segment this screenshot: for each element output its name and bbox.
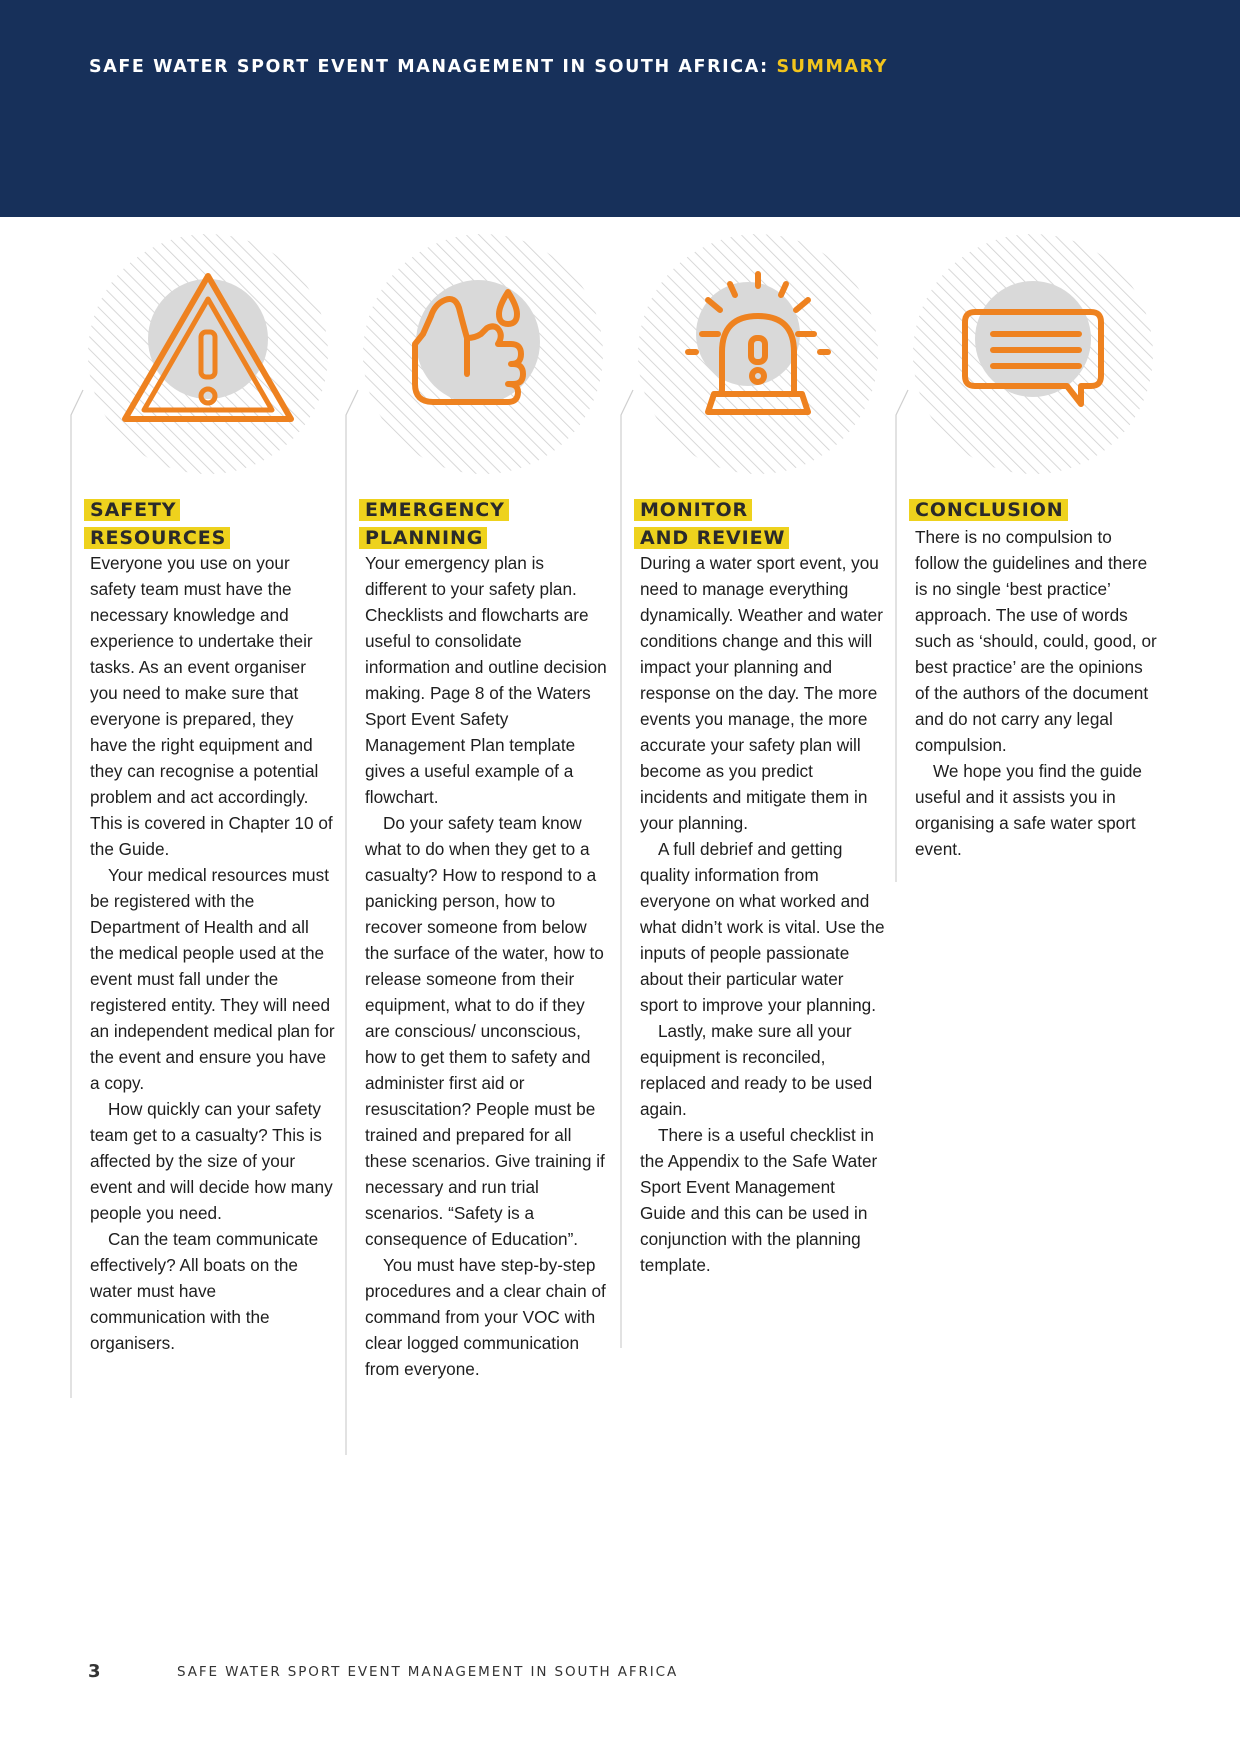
paragraph: There is a useful checklist in the Appendix to the Safe Water Sport Event Management Guide and this can be used in conjunction with the planning template. bbox=[640, 1125, 878, 1275]
icon-circle bbox=[913, 234, 1153, 474]
page-number: 3 bbox=[88, 1661, 101, 1682]
section-monitor-and-review bbox=[620, 0, 890, 1752]
section-body bbox=[915, 524, 1160, 862]
paragraph: You must have step-by-step procedures and a clear chain of command from your VOC with clear logged communication from everyone. bbox=[365, 1255, 606, 1379]
paragraph: There is no compulsion to follow the guidelines and there is no single ‘best practice’ approach. The use of words such as ‘should, could, good, or best practice’ are the opinions of the authors of the document and do not carry any legal compulsion. bbox=[915, 527, 1157, 755]
section-emergency-planning bbox=[345, 0, 615, 1752]
footer-title: SAFE WATER SPORT EVENT MANAGEMENT IN SOUTH AFRICA bbox=[177, 1664, 679, 1680]
section-heading: SAFETY RESOURCES bbox=[84, 497, 230, 553]
column-divider bbox=[895, 0, 909, 1752]
icon-circle bbox=[88, 234, 328, 474]
column-divider bbox=[620, 0, 634, 1752]
paragraph: Your emergency plan is different to your safety plan. Checklists and flowcharts are useful to consolidate information and outline decision making. Page 8 of the Waters Sport Event Safety Management Plan template gives a useful example of a flowchart. bbox=[365, 553, 607, 807]
paragraph: Your medical resources must be registered with the Department of Health and all the medical people used at the event must fall under the registered entity. They will need an independent medical plan for the event and ensure you have a copy. bbox=[90, 865, 335, 1093]
icon-circle bbox=[638, 234, 878, 474]
paragraph: We hope you find the guide useful and it assists you in organising a safe water sport event. bbox=[915, 761, 1142, 859]
section-body bbox=[365, 550, 610, 1382]
page-title: SAFE WATER SPORT EVENT MANAGEMENT IN SOUTH AFRICA: SUMMARY bbox=[89, 57, 889, 77]
paragraph: Everyone you use on your safety team must have the necessary knowledge and experience to undertake their tasks. As an event organiser you need to make sure that everyone is prepared, they have the right equipment and they can recognise a potential problem and act accordingly. This is covered in Chapter 10 of the Guide. bbox=[90, 553, 333, 859]
icon-circle bbox=[363, 234, 603, 474]
paragraph: Lastly, make sure all your equipment is reconciled, replaced and ready to be used again. bbox=[640, 1021, 873, 1119]
section-heading: CONCLUSION bbox=[909, 497, 1068, 525]
paragraph: Do your safety team know what to do when they get to a casualty? How to respond to a panicking person, how to recover someone from below the surface of the water, how to release someone from their equipment, what to do if they are conscious/ unconscious, how to get them to safety and administer first aid or resuscitation? People must be trained and prepared for all these scenarios. Give training if necessary and run trial scenarios. “Safety is a consequence of Education”. bbox=[365, 813, 605, 1249]
column-divider bbox=[70, 0, 84, 1752]
section-body bbox=[640, 550, 885, 1278]
paragraph: A full debrief and getting quality information from everyone on what worked and what didn’t work is vital. Use the inputs of people passionate about their particular water sport to improve your planning. bbox=[640, 839, 885, 1015]
section-heading: MONITOR AND REVIEW bbox=[634, 497, 789, 553]
title-accent: SUMMARY bbox=[776, 57, 889, 77]
column-divider bbox=[345, 0, 359, 1752]
section-safety-resources bbox=[70, 0, 340, 1752]
section-body bbox=[90, 550, 335, 1356]
paragraph: During a water sport event, you need to manage everything dynamically. Weather and water conditions change and this will impact your planning and response on the day. The more events you manage, the more accurate your safety plan will become as you predict incidents and mitigate them in your planning. bbox=[640, 553, 883, 833]
section-conclusion bbox=[895, 0, 1165, 1752]
section-heading: EMERGENCY PLANNING bbox=[359, 497, 509, 553]
paragraph: How quickly can your safety team get to a casualty? This is affected by the size of your event and will decide how many people you need. bbox=[90, 1099, 333, 1223]
paragraph: Can the team communicate effectively? All boats on the water must have communication with the organisers. bbox=[90, 1229, 319, 1353]
